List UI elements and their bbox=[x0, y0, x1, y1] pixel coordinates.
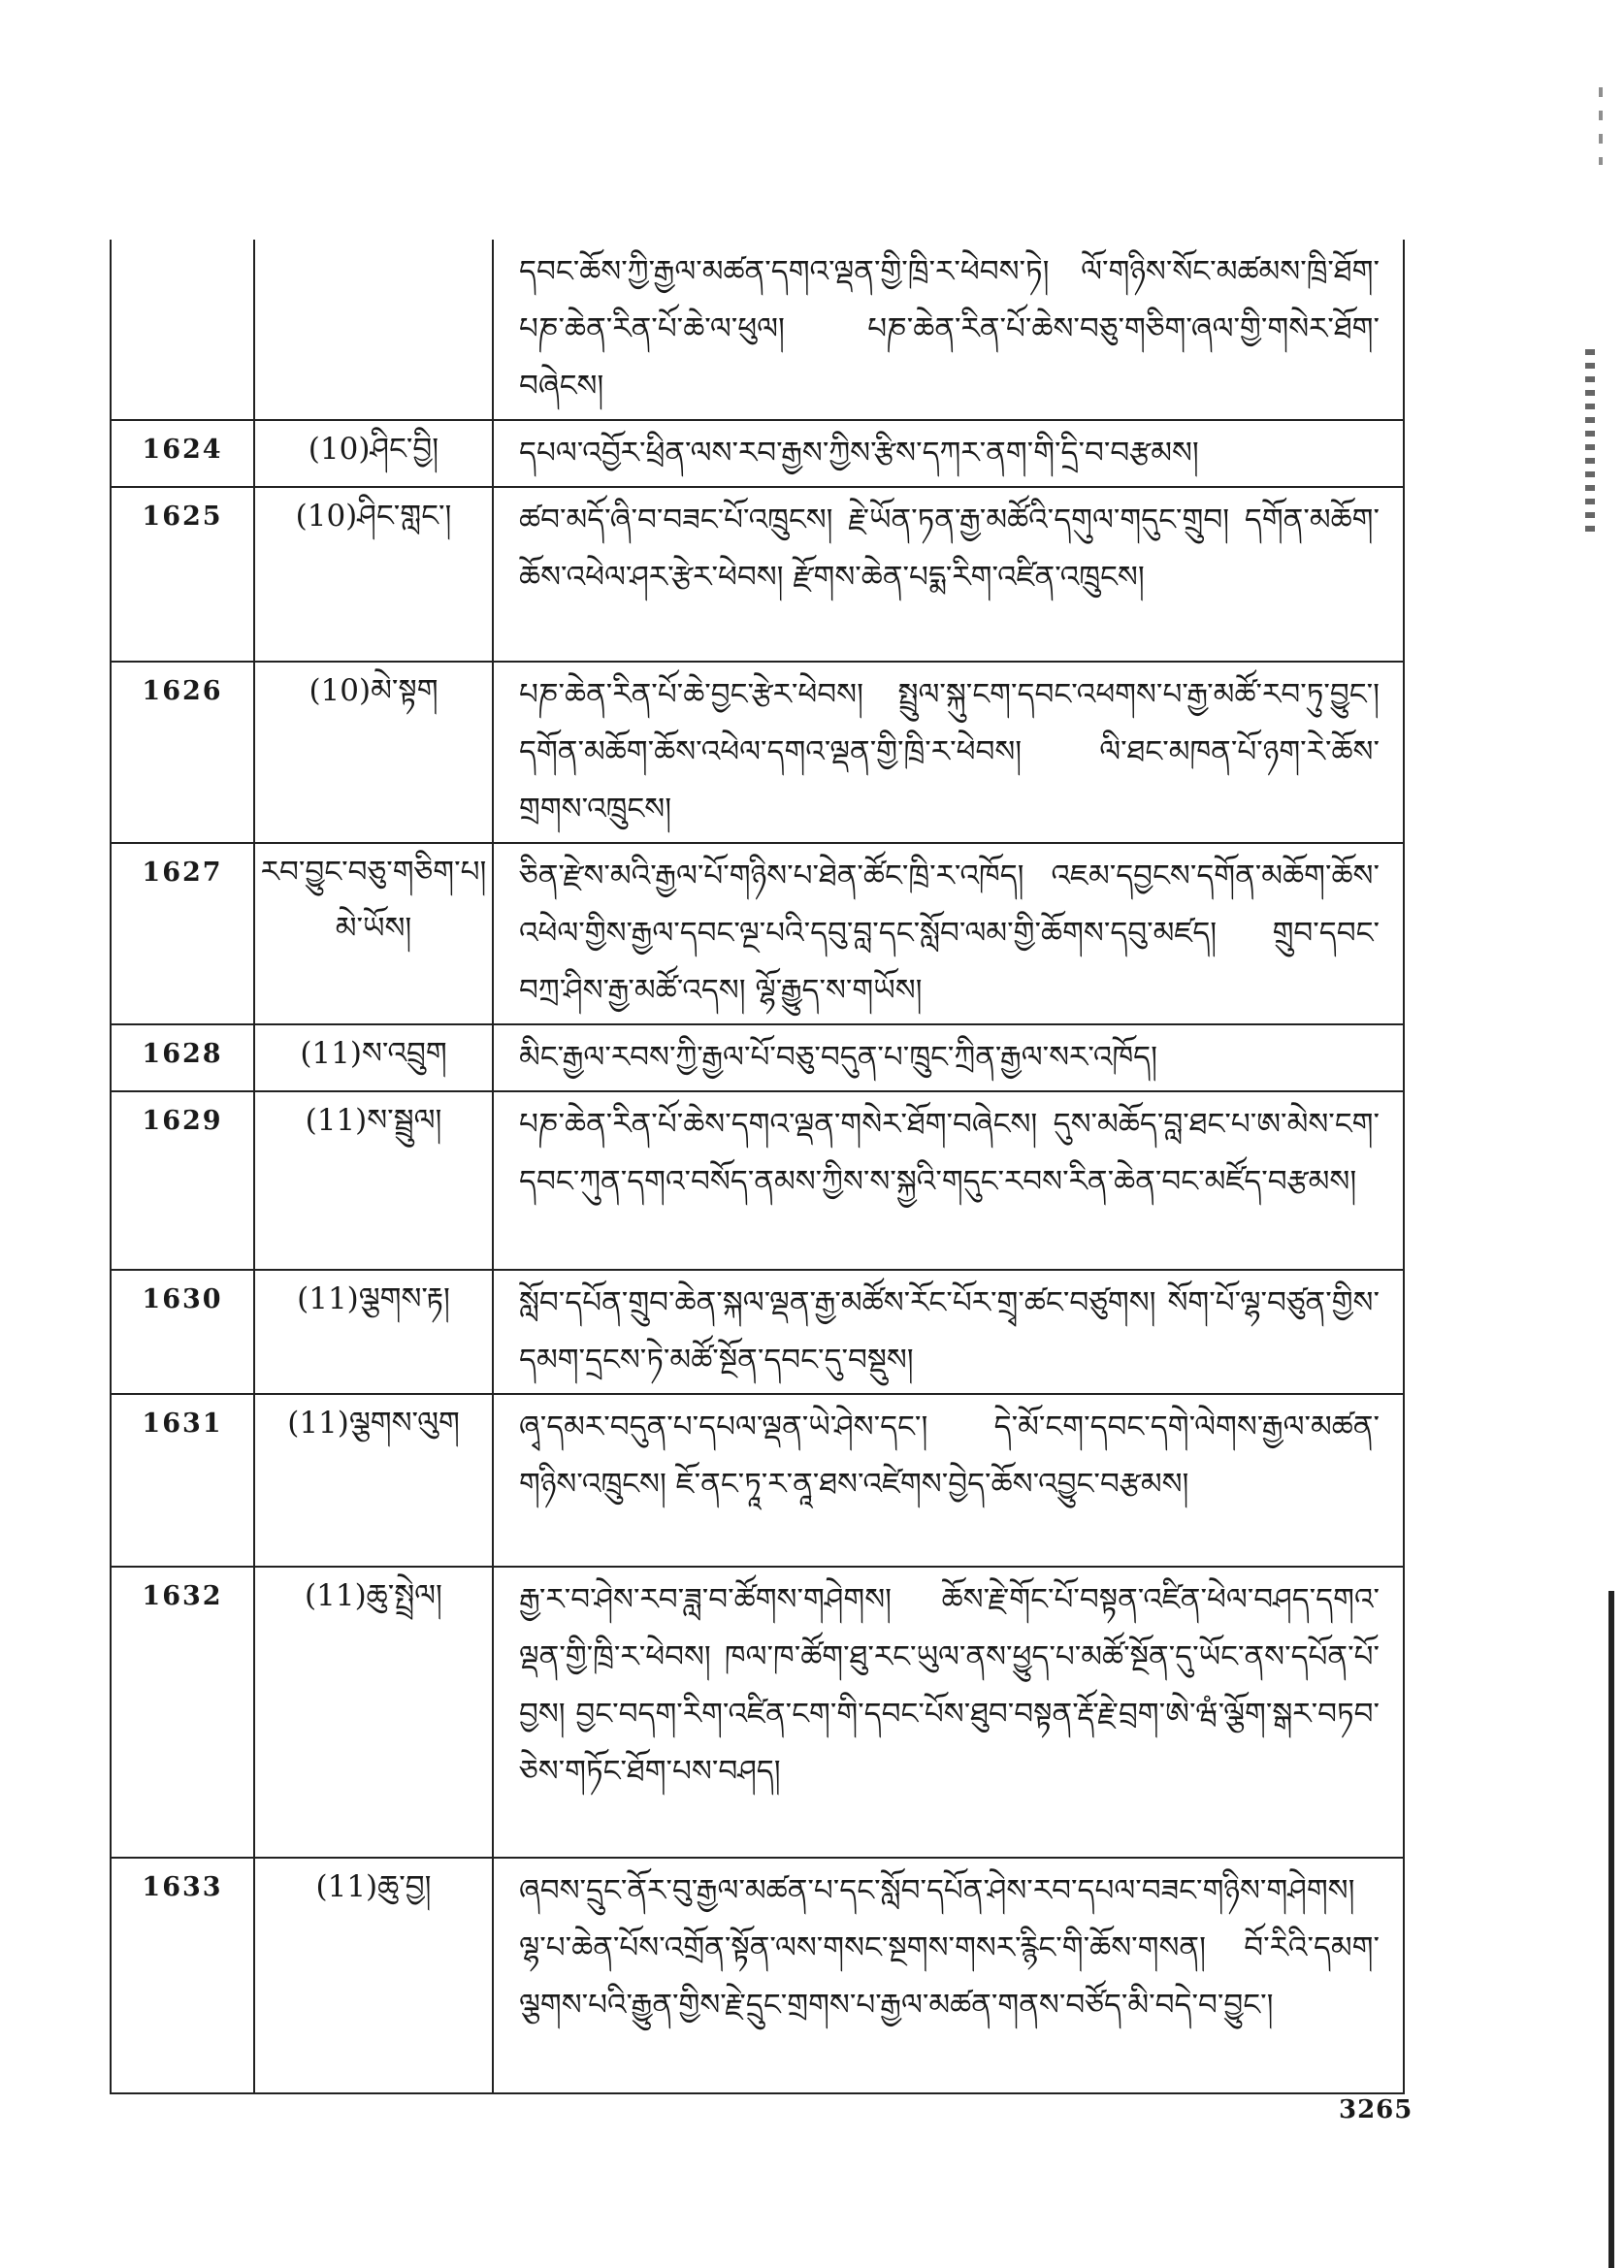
year-label-cell bbox=[254, 240, 493, 420]
year-label-cell: (11)ལྕགས་ལུག bbox=[254, 1394, 493, 1567]
event-text-cell: པཎ་ཆེན་རིན་པོ་ཆེས་དགའ་ལྡན་གསེར་ཐོག་བཞེངས། དུས་མཆོད་བླ་ཐང་པ་ཨ་མེས་ངག་དབང་ཀུན་དགའ་བསོད་ནམས་ཀྱིས་ས་སྐྱའི་གདུང་རབས་རིན་ཆེན་བང་མཛོད་བརྩམས། bbox=[493, 1091, 1404, 1270]
event-text-cell: དཔལ་འབྱོར་ཕྲིན་ལས་རབ་རྒྱས་ཀྱིས་རྩིས་དཀར་ནག་གི་དྲི་བ་བརྩམས། bbox=[493, 420, 1404, 487]
year-label-cell: (11)ས་སྦྲུལ། bbox=[254, 1091, 493, 1270]
year-cell: 1625 bbox=[111, 487, 254, 662]
year-label-cell: (11)ས་འབྲུག bbox=[254, 1024, 493, 1091]
table-row bbox=[111, 1091, 1404, 1270]
year-label-cell: རབ་བྱུང་བཅུ་གཅིག་པ། མེ་ཡོས། bbox=[254, 843, 493, 1024]
year-label-cell: (10)ཤིང་གླང་། bbox=[254, 487, 493, 662]
year-cell bbox=[111, 240, 254, 420]
table-row bbox=[111, 1394, 1404, 1567]
page-number: 3265 bbox=[1339, 2095, 1413, 2124]
year-cell: 1627 bbox=[111, 843, 254, 1024]
year-cell: 1626 bbox=[111, 662, 254, 843]
margin-dash-mark bbox=[1599, 87, 1603, 165]
table-row bbox=[111, 487, 1404, 662]
year-cell: 1624 bbox=[111, 420, 254, 487]
margin-scan-marks bbox=[1585, 349, 1595, 534]
event-text-cell: དབང་ཆོས་ཀྱི་རྒྱལ་མཚན་དགའ་ལྡན་གྱི་ཁྲི་ར་ཕེབས་ཏེ། ལོ་གཉིས་སོང་མཚམས་ཁྲི་ཐོག་པཎ་ཆེན་རིན་པོ་ཆེ་ལ་ཕུལ། པཎ་ཆེན་རིན་པོ་ཆེས་བཅུ་གཅིག་ཞལ་གྱི་གསེར་ཐོག་བཞེངས། bbox=[493, 240, 1404, 420]
year-cell: 1633 bbox=[111, 1858, 254, 2093]
year-label-cell: (11)ཆུ་བྱ། bbox=[254, 1858, 493, 2093]
table-row bbox=[111, 420, 1404, 487]
year-cell: 1628 bbox=[111, 1024, 254, 1091]
table-row bbox=[111, 240, 1404, 420]
year-cell: 1631 bbox=[111, 1394, 254, 1567]
chronology-table bbox=[110, 240, 1405, 2094]
event-text-cell: པཎ་ཆེན་རིན་པོ་ཆེ་བྱང་རྩེར་ཕེབས། སྤྲུལ་སྐུ་ངག་དབང་འཕགས་པ་རྒྱ་མཚོ་རབ་ཏུ་བྱུང་། དགོན་མཆོག་ཆོས་འཕེལ་དགའ་ལྡན་གྱི་ཁྲི་ར་ཕེབས། ལི་ཐང་མཁན་པོ་ཉག་རེ་ཆོས་གྲགས་འཁྲུངས། bbox=[493, 662, 1404, 843]
event-text-cell: ཞྭ་དམར་བདུན་པ་དཔལ་ལྡན་ཡེ་ཤེས་དང་། དེ་མོ་ངག་དབང་དགེ་ལེགས་རྒྱལ་མཚན་གཉིས་འཁྲུངས། ཇོ་ནང་ཏཱ་ར་ནཱ་ཐས་འཛེགས་བྱེད་ཆོས་འབྱུང་བརྩམས། bbox=[493, 1394, 1404, 1567]
table-row bbox=[111, 1567, 1404, 1858]
table-row bbox=[111, 1858, 1404, 2093]
year-label-cell: (11)ལྕགས་རྟ། bbox=[254, 1270, 493, 1394]
table-row bbox=[111, 843, 1404, 1024]
year-label-cell: (11)ཆུ་སྤྲེལ། bbox=[254, 1567, 493, 1858]
year-label-cell: (10)མེ་སྟག bbox=[254, 662, 493, 843]
table-row bbox=[111, 662, 1404, 843]
table-row bbox=[111, 1270, 1404, 1394]
event-text-cell: ཞབས་དྲུང་ནོར་བུ་རྒྱལ་མཚན་པ་དང་སློབ་དཔོན་ཤེས་རབ་དཔལ་བཟང་གཉིས་གཤེགས། ལྷ་པ་ཆེན་པོས་འགྲོན་སྟོན་ལས་གསང་སྔགས་གསར་རྙིང་གི་ཆོས་གསན། བོ་རིའི་དམག་ལྕགས་པའི་རྒྱུན་གྱིས་རྗེ་དྲུང་གྲགས་པ་རྒྱལ་མཚན་གནས་བཙོད་མི་བདེ་བ་བྱུང་། bbox=[493, 1858, 1404, 2093]
event-text-cell: རྒྱ་ར་བ་ཤེས་རབ་ཟླ་བ་ཚོགས་གཤེགས། ཆོས་རྗེ་གོང་པོ་བསྟན་འཛིན་ཕེལ་བཤད་དགའ་ལྡན་གྱི་ཁྲི་ར་ཕེབས། ཁལ་ཁ་ཚོག་ཐུ་རང་ཡུལ་ནས་ཕྱུད་པ་མཚོ་སྔོན་དུ་ཡོང་ནས་དཔོན་པོ་བྱས། བྱང་བདག་རིག་འཛིན་ངག་གི་དབང་པོས་ཐུབ་བསྟན་རྡོ་རྗེ་བྲག་ཨེ་ཝཾ་ལྕོག་སྒར་བཏབ་ཅེས་གཏོང་ཐོག་པས་བཤད། bbox=[493, 1567, 1404, 1858]
year-label-cell: (10)ཤིང་བྱི། bbox=[254, 420, 493, 487]
event-text-cell: མིང་རྒྱལ་རབས་ཀྱི་རྒྱལ་པོ་བཅུ་བདུན་པ་ཁྲུང་ཀྲིན་རྒྱལ་སར་འཁོད། bbox=[493, 1024, 1404, 1091]
year-cell: 1630 bbox=[111, 1270, 254, 1394]
year-cell: 1629 bbox=[111, 1091, 254, 1270]
event-text-cell: ཚབ་མདོ་ཞི་བ་བཟང་པོ་འཁྲུངས། རྗེ་ཡོན་ཏན་རྒྱ་མཚོའི་དགུལ་གདུང་གྲུབ། དགོན་མཆོག་ཆོས་འཕེལ་ཤར་རྩེར་ཕེབས། རྫོགས་ཆེན་པདྨ་རིག་འཛིན་འཁྲུངས། bbox=[493, 487, 1404, 662]
table-row bbox=[111, 1024, 1404, 1091]
event-text-cell: ཅིན་རྫེས་མའི་རྒྱལ་པོ་གཉིས་པ་ཐེན་ཚོང་ཁྲི་ར་འཁོད། འཇམ་དབྱངས་དགོན་མཆོག་ཆོས་འཕེལ་གྱིས་རྒྱལ་དབང་ལྔ་པའི་དབུ་བླ་དང་སློབ་ལམ་གྱི་ཆོགས་དབུ་མཛད། གྲུབ་དབང་བཀྲ་ཤིས་རྒྱ་མཚོ་འདས། ལྷོ་རྒྱུད་ས་གཡོས། bbox=[493, 843, 1404, 1024]
year-cell: 1632 bbox=[111, 1567, 254, 1858]
page-edge-line bbox=[1608, 1591, 1614, 2268]
event-text-cell: སློབ་དཔོན་གྲུབ་ཆེན་སྐལ་ལྡན་རྒྱ་མཚོས་རོང་པོར་གྲྭ་ཚང་བཙུགས། སོག་པོ་ལྷ་བཙུན་གྱིས་དམག་དྲངས་ཏེ་མཚོ་སྔོན་དབང་དུ་བསྡུས། bbox=[493, 1270, 1404, 1394]
